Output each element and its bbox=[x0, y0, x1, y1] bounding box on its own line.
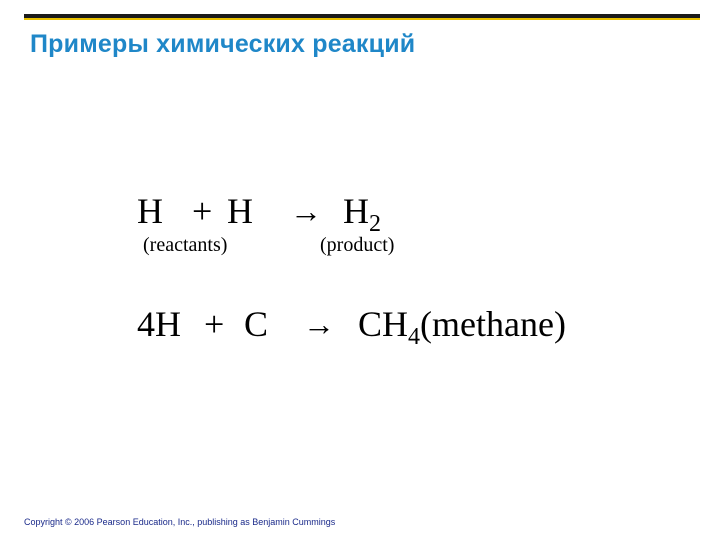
reaction-1-reactant-2: H bbox=[227, 191, 253, 231]
reaction-2-product-subscript: 4 bbox=[408, 324, 421, 350]
reaction-2-product-symbol: CH bbox=[358, 304, 409, 344]
reaction-2-product-name: (methane) bbox=[420, 304, 566, 344]
reaction-1-product-symbol: H bbox=[343, 191, 369, 231]
reaction-2-plus: + bbox=[204, 304, 225, 344]
slide-title: Примеры химических реакций bbox=[30, 30, 416, 58]
header-accent-rule bbox=[24, 18, 700, 20]
reactants-label: (reactants) bbox=[143, 234, 228, 256]
reaction-2-arrow: → bbox=[303, 306, 335, 342]
reaction-1-arrow: → bbox=[290, 193, 322, 229]
reaction-1-reactant-1: H bbox=[137, 191, 163, 231]
copyright-notice: Copyright © 2006 Pearson Education, Inc., publishing as Benjamin Cummings bbox=[24, 517, 336, 527]
product-label: (product) bbox=[320, 234, 395, 256]
reaction-1-product bbox=[343, 190, 381, 237]
reaction-2-reactant-2: C bbox=[244, 304, 269, 344]
reaction-2-reactant-1: 4H bbox=[137, 304, 181, 344]
reaction-1-plus: + bbox=[192, 191, 213, 231]
reaction-1-product-subscript: 2 bbox=[369, 211, 381, 237]
reaction-2 bbox=[0, 303, 720, 363]
reaction-2-product bbox=[358, 303, 566, 350]
reaction-1 bbox=[0, 190, 720, 270]
